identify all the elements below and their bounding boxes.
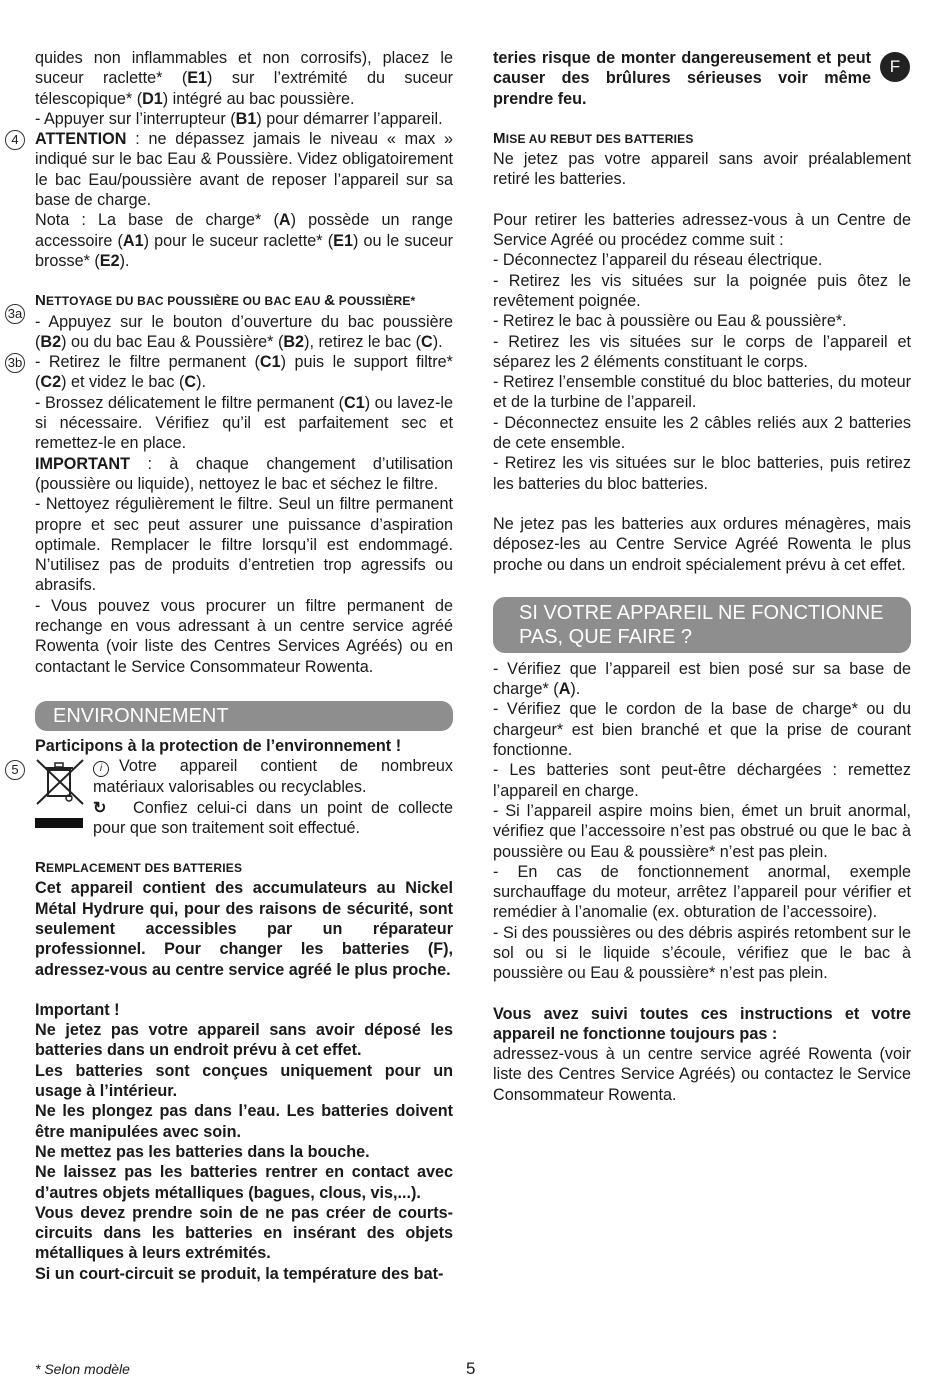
trouble-item-3: - Les batteries sont peut-être déchargées : remettez l’appareil en charge. bbox=[493, 761, 911, 800]
trouble-item-1: - Vérifiez que l’appareil est bien posé sur sa base de charge* (A). bbox=[493, 659, 911, 699]
trouble-still-failing: Vous avez suivi toutes ces instructions et votre appareil ne fonctionne toujours pas : bbox=[493, 1004, 911, 1043]
trouble-item-5: - En cas de fonctionnement anormal, exemple surchauffage du moteur, arrêtez l’appareil pour vérifier et remédier à l’anomalie (ex. obturation de l’accessoire). bbox=[493, 862, 911, 922]
disposal-step-1: - Déconnectez l’appareil du réseau électrique. bbox=[493, 251, 823, 270]
paragraph-step-3a: 3a - Appuyez sur le bouton d’ouverture du bac poussière (B2) ou du bac Eau & Poussière* (B2), retirez le bac (C). bbox=[35, 312, 453, 353]
section-header-environnement: ENVIRONNEMENT bbox=[35, 701, 453, 731]
disposal-steps-intro: Pour retirer les batteries adressez-vous à un Centre de Service Agréé ou procédez comme suit : bbox=[493, 210, 911, 250]
figure-marker-4: 4 bbox=[5, 130, 25, 150]
section-header-troubleshooting: SI VOTRE APPAREIL NE FONCTIONNE PAS, QUE FAIRE ? bbox=[493, 597, 911, 653]
trouble-item-6: - Si des poussières ou des débris aspirés retombent sur le sol ou si le liquide s’écoule, vérifiez que le bac à poussière ou Eau & poussière* n’est pas plein. bbox=[493, 923, 911, 983]
important-line-2: Les batteries sont conçues uniquement pour un usage à l’intérieur. bbox=[35, 1061, 453, 1101]
paragraph-nettoyez-filtre: - Nettoyez régulièrement le filtre. Seul un filtre permanent propre et sec peut assurer une puissance d’aspiration optimale. Remplacer le filtre lorsqu’il est endommagé. N’utilisez pas de produits d’entretien trop agressifs ou abrasifs. bbox=[35, 495, 453, 595]
subheading-mise-au-rebut: MISE AU REBUT DES BATTERIES bbox=[493, 129, 694, 147]
disposal-step-4: - Retirez les vis situées sur le corps de l’appareil et séparez les 2 éléments constituant le corps. bbox=[493, 332, 911, 371]
black-bar-mark bbox=[35, 818, 83, 828]
paragraph-attention: 4 ATTENTION : ne dépassez jamais le niveau « max » indiqué sur le bac Eau & Poussière. Videz obligatoirement le bac Eau/poussière avant de reposer l’appareil sur sa base de charge. bbox=[35, 129, 453, 210]
subheading-remplacement: REMPLACEMENT DES BATTERIES bbox=[35, 859, 243, 877]
important-line-6: Vous devez prendre soin de ne pas créer de courts-circuits dans les batteries en insérant des objets métalliques à leurs extrémités. bbox=[35, 1203, 453, 1263]
subheading-nettoyage: NETTOYAGE DU BAC POUSSIÈRE OU BAC EAU & POUSSIÈRE* bbox=[35, 292, 416, 310]
disposal-step-3: - Retirez le bac à poussière ou Eau & poussière*. bbox=[493, 312, 847, 331]
important-line-5: Ne laissez pas les batteries rentrer en contact avec d’autres objets métalliques (bagues, clous, vis,...). bbox=[35, 1163, 453, 1202]
trouble-contact: adressez-vous à un centre service agréé Rowenta (voir liste des Centres Service Agréés) ou contactez le Service Consommateur Rowenta. bbox=[493, 1045, 911, 1104]
right-column bbox=[493, 48, 911, 1105]
figure-marker-3b: 3b bbox=[5, 353, 25, 373]
env-subtitle: Participons à la protection de l’environnement ! bbox=[35, 736, 402, 755]
figure-marker-5: 5 bbox=[5, 760, 25, 780]
disposal-step-5: - Retirez l’ensemble constitué du bloc batteries, du moteur et de la turbine de l’appareil. bbox=[493, 373, 911, 412]
trouble-item-2: - Vérifiez que le cordon de la base de charge* ou du chargeur* est bien branché et que la prise de courant fonctionne. bbox=[493, 700, 911, 760]
disposal-step-6: - Déconnectez ensuite les 2 câbles reliés aux 2 batteries de cete ensemble. bbox=[493, 413, 911, 453]
disposal-conclusion: Ne jetez pas les batteries aux ordures ménagères, mais déposez-les au Centre Service Agréé Rowenta le plus proche ou dans un endroit spécialement prévu à cet effet. bbox=[493, 514, 911, 574]
disposal-step-2: - Retirez les vis situées sur la poignée puis ôtez le revêtement poignée. bbox=[493, 271, 911, 310]
battery-paragraph: Cet appareil contient des accumulateurs au Nickel Métal Hydrure qui, pour des raisons de sécurité, sont seulement accessibles par un réparateur professionnel. Pour changer les batteries (F), adressez-vous au centre service agréé le plus proche. bbox=[35, 879, 453, 979]
important-title: Important ! bbox=[35, 1000, 120, 1019]
paragraph-important: IMPORTANT : à chaque changement d’utilisation (poussière ou liquide), nettoyez le bac et séchez le filtre. bbox=[35, 454, 453, 493]
paragraph-step-3b: 3b - Retirez le filtre permanent (C1) puis le support filtre* (C2) et videz le bac (C). bbox=[35, 352, 453, 393]
paragraph-interrupteur: - Appuyer sur l’interrupteur (B1) pour démarrer l’appareil. bbox=[35, 109, 443, 128]
footnote: * Selon modèle bbox=[35, 1361, 130, 1377]
page-number: 5 bbox=[466, 1359, 476, 1378]
paragraph-nota: Nota : La base de charge* (A) possède un range accessoire (A1) pour le suceur raclette* (E1) ou le suceur brosse* (E2). bbox=[35, 211, 453, 270]
left-column bbox=[7, 48, 454, 1284]
paragraph-suceur: quides non inflammables et non corrosifs), placez le suceur raclette* (E1) sur l’extrémité du suceur télescopique* (D1) intégré au bac poussière. bbox=[35, 49, 453, 108]
trouble-item-4: - Si l’appareil aspire moins bien, émet un bruit anormal, vérifiez que l’accessoire n’est pas obstrué ou que le bac à poussière ou Eau & poussière* n’est pas plein. bbox=[493, 801, 911, 861]
disposal-intro: Ne jetez pas votre appareil sans avoir préalablement retiré les batteries. bbox=[493, 150, 911, 189]
paragraph-brossez: - Brossez délicatement le filtre permanent (C1) ou lavez-le si nécessaire. Vérifiez qu’il est parfaitement sec et remettez-le en place. bbox=[35, 393, 454, 453]
paragraph-rechange: - Vous pouvez vous procurer un filtre permanent de rechange en vous adressant à un centre service agréé Rowenta (voir liste des Centres Services Agréés) ou en contactant le Service Consommateur Rowenta. bbox=[35, 596, 453, 676]
hook-arrow-icon: ↻ bbox=[93, 798, 107, 817]
env-line-2: ↻ Confiez celui-ci dans un point de collecte pour que son traitement soit effectué. bbox=[93, 798, 453, 837]
important-line-7: Si un court-circuit se produit, la température des bat- bbox=[35, 1264, 444, 1283]
important-line-4: Ne mettez pas les batteries dans la bouche. bbox=[35, 1142, 370, 1161]
crossed-bin-icon bbox=[35, 758, 85, 806]
env-recycling-block bbox=[11, 756, 453, 838]
figure-marker-3a: 3a bbox=[5, 304, 25, 324]
important-line-3: Ne les plongez pas dans l’eau. Les batteries doivent être manipulées avec soin. bbox=[35, 1102, 453, 1141]
language-badge: F bbox=[880, 52, 910, 82]
disposal-step-7: - Retirez les vis situées sur le bloc batteries, puis retirez les batteries du bloc batteries. bbox=[493, 454, 911, 493]
info-circle-icon: i bbox=[93, 761, 109, 777]
continued-warning: teries risque de monter dangereusement et peut causer des brûlures sérieuses voir même prendre feu. bbox=[493, 49, 871, 108]
important-line-1: Ne jetez pas votre appareil sans avoir déposé les batteries dans un endroit prévu à cet effet. bbox=[35, 1021, 453, 1060]
env-line-1: i Votre appareil contient de nombreux matériaux valorisables ou recyclables. bbox=[93, 757, 453, 797]
